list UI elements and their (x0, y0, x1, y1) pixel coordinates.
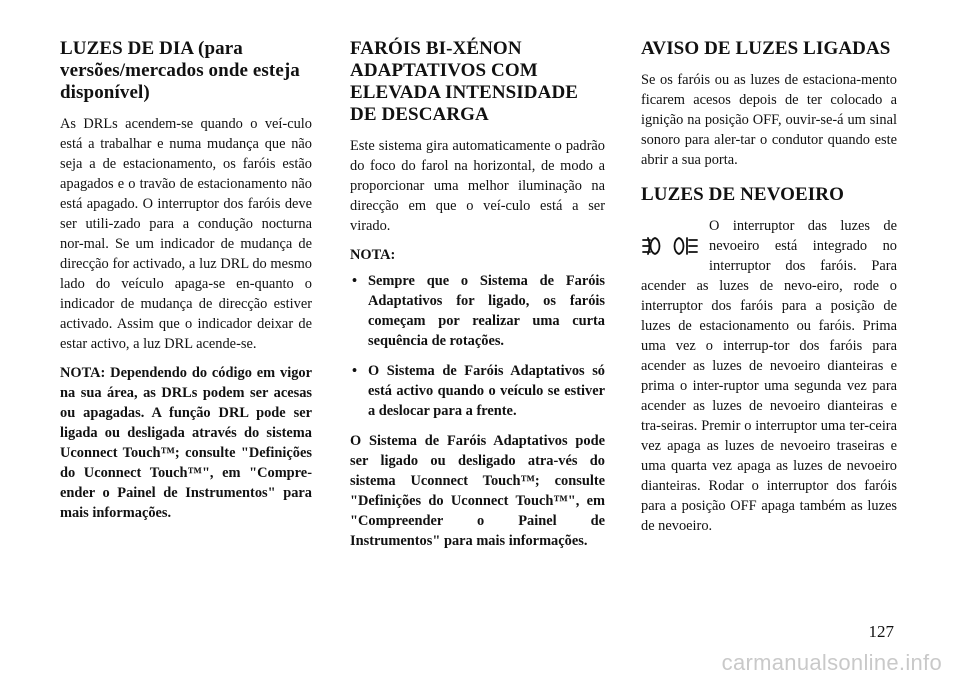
column-adaptive-headlights (350, 38, 605, 560)
heading-adaptive-headlights: FARÓIS BI-XÉNON ADAPTATIVOS COM ELEVADA INTENSIDADE DE DESCARGA (350, 38, 579, 125)
page-number: 127 (868, 622, 894, 641)
note-label: NOTA: (350, 247, 396, 263)
column-daytime-lights (60, 38, 312, 532)
heading-daytime-lights: LUZES DE DIA (para versões/mercados onde esteja disponível) (60, 38, 300, 103)
paragraph-fog-lights: O interruptor das luzes de nevoeiro está integrado no interruptor dos faróis. Para acender as luzes de nevo-eiro, rode o interruptor dos faróis para a posição de luzes de estacionamento ou faróis. Prima uma vez o interrup-tor dos faróis para acender as luzes de nevoeiro dianteiras e prima o inter-ruptor uma segunda vez para acender as luzes de nevoeiro dianteiras e tra-seiras. Premir o interruptor uma ter-ceira vez apaga as luzes de nevoeiro traseiras e uma quarta vez apaga as luzes de nevoeiro dianteiras. Rodar o interruptor dos faróis para a posição OFF apaga também as luzes de nevoeiro. (641, 218, 897, 534)
column-lights-warning-fog (641, 38, 897, 545)
note-bullet-list (350, 271, 605, 421)
paragraph-drl-description: As DRLs acendem-se quando o veí-culo está a trabalhar e numa mudança que não seja a de estacionamento, os faróis estão apagados e o travão de estacionamento não está apagado. O interruptor dos faróis deve ser utili-zado para a condução nocturna nor-mal. Se um indicador de mudança de direcção for activado, a luz DRL do mesmo lado do veículo apaga-se en-quanto o indicador de mudança de direcção estiver activado. Assim que o indicador deixar de estar activo, a luz DRL acende-se. (60, 116, 312, 352)
bullet-glyph: • (352, 273, 358, 289)
note-bullet-item (350, 271, 605, 351)
heading-fog-lights: LUZES DE NEVOEIRO (641, 184, 844, 205)
note-bullet-item (350, 361, 605, 421)
paragraph-adaptive-toggle: O Sistema de Faróis Adaptativos pode ser ligado ou desligado atra-vés do sistema Uconnect Touch™; consulte "Definições do Uconnect Touch™", em "Compreender o Painel de Instrumentos" para mais informações. (350, 433, 605, 549)
note-drl: NOTA: Dependendo do código em vigor na sua área, as DRLs podem ser acesas ou apagadas. A função DRL pode ser ligada ou desligada através do sistema Uconnect Touch™; consulte "Definições do Uconnect Touch™", em "Compre-ender o Painel de Instrumentos" para mais informações. (60, 365, 312, 521)
paragraph-lights-on-warning: Se os faróis ou as luzes de estaciona-mento ficarem acesos depois de ter colocado a ignição na posição OFF, ouvir-se-á um sinal sonoro para aler-tar o condutor quando este abrir a sua porta. (641, 72, 897, 168)
bullet-glyph: • (352, 363, 358, 379)
fog-lights-section (641, 216, 897, 536)
watermark-text: carmanualsonline.info (721, 650, 942, 675)
note-bullet-text: O Sistema de Faróis Adaptativos só está activo quando o veículo se estiver a deslocar para a frente. (368, 363, 605, 419)
heading-lights-on-warning: AVISO DE LUZES LIGADAS (641, 38, 891, 59)
fog-lamp-icon (641, 234, 703, 274)
paragraph-adaptive-description: Este sistema gira automaticamente o padrão do foco do farol na horizontal, de modo a proporcionar uma melhor iluminação na direcção em que o veí-culo está a ser virado. (350, 138, 605, 234)
note-bullet-text: Sempre que o Sistema de Faróis Adaptativos for ligado, os faróis começam por realizar uma curta sequência de rotações. (368, 273, 605, 349)
